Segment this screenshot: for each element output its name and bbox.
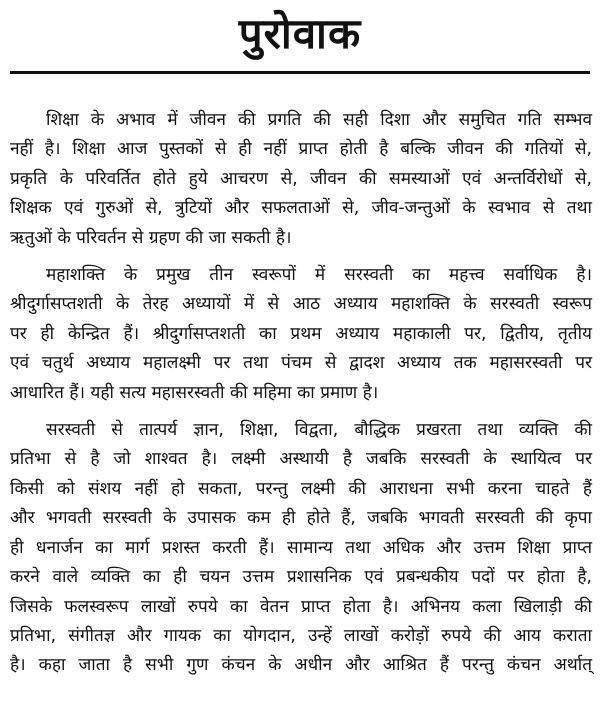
title-underline (10, 71, 590, 74)
body-text (10, 106, 592, 689)
paragraph-line: प्रतिभा, संगीतज्ञ और गायक का योगदान, उन्हें लाखों करोड़ों रुपये की आय कराता (10, 625, 592, 646)
paragraph-2 (10, 261, 592, 408)
paragraph-line: जिसके फलस्वरूप लाखों रुपये का वेतन प्राप्त होता है। अभिनय कला खिलाड़ी की (10, 596, 592, 617)
paragraph-line: शिक्षा के अभाव में जीवन की प्रगति की सही दिशा और समुचित गति सम्भव (46, 110, 592, 130)
paragraph-line: नहीं है। शिक्षा आज पुस्तकों से ही नहीं प्राप्त होती है बल्कि जीवन की गतियों से, (10, 139, 592, 160)
paragraph-line: और भगवती सरस्वती के उपासक कम ही होते हैं, जबकि भगवती सरस्वती की कृपा (10, 508, 592, 529)
paragraph-line: श्रीदुर्गासप्तशती के तेरह अध्यायों में से आठ अध्याय महाशक्ति के सरस्वती स्वरूप (10, 294, 592, 315)
paragraph-line: किसी को संशय नहीं हो सकता, परन्तु लक्ष्मी की आराधना सभी करना चाहते हैं (10, 478, 592, 499)
page-title: पुरोवाक (238, 9, 362, 58)
paragraph-line: प्रकृति के परिवर्तित होते हुये आचरण से, जीवन की समस्याओं एवं अन्तर्विरोधों से, (10, 168, 592, 189)
paragraph-line: ही धनार्जन का मार्ग प्रशस्त करती हैं। सामान्य तथा अधिक और उत्तम शिक्षा प्राप्त (10, 537, 592, 558)
paragraph-line: आधारित हैं। यही सत्य महासरस्वती की महिमा का प्रमाण है। (10, 382, 379, 403)
paragraph-line: शिक्षक एवं गुरुओं से, त्रुटियों और सफलताओं से, जीव-जन्तुओं के स्वभाव से तथा (10, 198, 592, 219)
paragraph-line: सरस्वती से तात्पर्य ज्ञान, शिक्षा, विद्वता, बौद्धिक प्रखरता तथा व्यक्ति की (46, 420, 592, 441)
paragraph-line: है। कहा जाता है सभी गुण कंचन के अधीन और आश्रित हैं परन्तु कंचन अर्थात् (10, 655, 592, 676)
paragraph-line: पर ही केन्द्रित हैं। श्रीदुर्गासप्तशती का प्रथम अध्याय महाकाली पर, द्वितीय, तृतीय (10, 323, 592, 344)
paragraph-line: महाशक्ति के प्रमुख तीन स्वरूपों में सरस्वती का महत्त्व सर्वाधिक है। (46, 265, 592, 286)
paragraph-line: ऋतुओं के परिवर्तन से ग्रहण की जा सकती है। (10, 227, 292, 248)
paragraph-3 (10, 416, 592, 681)
paragraph-1 (10, 106, 592, 253)
paragraph-line: एवं चतुर्थ अध्याय महालक्ष्मी पर तथा पंचम से द्वादश अध्याय तक महासरस्वती पर (10, 353, 592, 374)
paragraph-line: करने वाले व्यक्ति का ही चयन उत्तम प्रशासनिक एवं प्रबन्धकीय पदों पर होता है, (10, 567, 592, 588)
paragraph-line: प्रतिभा से है जो शाश्वत है। लक्ष्मी अस्थायी है जबकि सरस्वती के स्थायित्व पर (10, 449, 592, 470)
